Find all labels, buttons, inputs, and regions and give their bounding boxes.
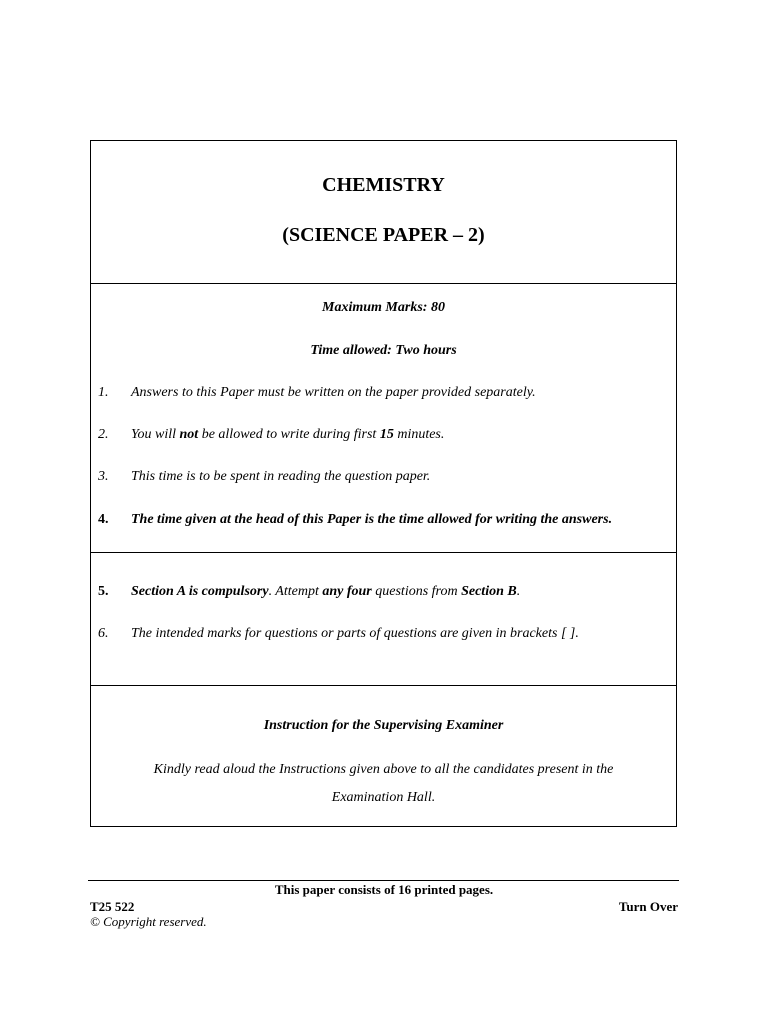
footer-divider <box>88 880 679 881</box>
item-number: 6. <box>98 626 109 641</box>
subject-title: CHEMISTRY <box>322 174 445 196</box>
instruction-item <box>98 385 666 401</box>
instruction-item <box>98 584 666 600</box>
examiner-section <box>91 686 676 827</box>
item-text: The intended marks for questions or parts of questions are given in brackets [ ]. <box>131 626 579 641</box>
item-text-mid: questions from <box>371 584 462 599</box>
instruction-item <box>98 512 666 528</box>
item-text-bold: Section A is compulsory <box>131 584 269 599</box>
time-allowed: Time allowed: Two hours <box>310 343 457 358</box>
item-text-bold: not <box>179 427 199 442</box>
section-instructions <box>91 553 676 686</box>
item-text: Answers to this Paper must be written on the paper provided separately. <box>131 385 536 400</box>
item-number: 3. <box>98 469 109 484</box>
page-count-note: This paper consists of 16 printed pages. <box>274 882 494 897</box>
item-text: The time given at the head of this Paper is the time allowed for writing the answers. <box>131 512 613 527</box>
item-text-bold: Section B <box>461 584 517 599</box>
examiner-heading: Instruction for the Supervising Examiner <box>263 718 504 733</box>
item-text-mid: be allowed to write during first <box>198 427 380 442</box>
item-number: 5. <box>98 584 109 599</box>
cover-box <box>90 140 677 827</box>
item-text-bold: any four <box>322 584 372 599</box>
copyright-notice: © Copyright reserved. <box>90 914 207 929</box>
examiner-line: Examination Hall. <box>331 790 436 805</box>
item-text-post: minutes. <box>393 427 445 442</box>
item-number: 2. <box>98 427 109 442</box>
instruction-item <box>98 427 666 443</box>
examiner-line: Kindly read aloud the Instructions given above to all the candidates present in the <box>153 762 614 777</box>
item-number: 1. <box>98 385 109 400</box>
item-number: 4. <box>98 512 109 527</box>
general-instructions <box>91 284 676 553</box>
title-section <box>91 141 676 284</box>
max-marks: Maximum Marks: 80 <box>322 300 445 315</box>
item-text-mid: . Attempt <box>268 584 323 599</box>
item-text: This time is to be spent in reading the question paper. <box>131 469 431 484</box>
paper-code: T25 522 <box>90 899 135 914</box>
item-text-bold: 15 <box>379 427 394 442</box>
paper-title: (SCIENCE PAPER – 2) <box>282 224 485 246</box>
item-text-post: . <box>516 584 521 599</box>
instruction-item <box>98 626 666 642</box>
examiner-instruction <box>111 756 656 812</box>
instruction-item <box>98 469 666 485</box>
item-text-pre: You will <box>131 427 180 442</box>
turn-over-label: Turn Over <box>618 899 678 914</box>
